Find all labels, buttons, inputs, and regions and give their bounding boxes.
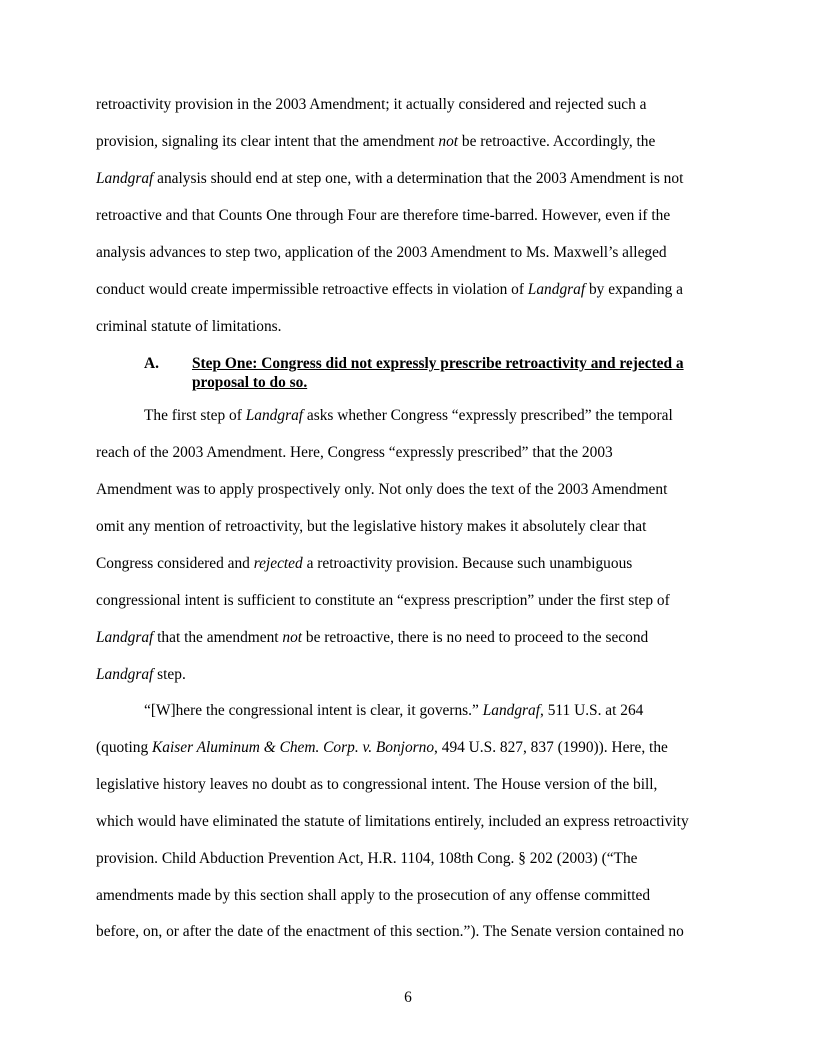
text: analysis should end at step one, with a determination that the 2003 Amendment is not	[153, 170, 684, 187]
text: reach of the 2003 Amendment. Here, Congress “expressly prescribed” that the 2003	[96, 444, 613, 461]
text: asks whether Congress “expressly prescribed” the temporal	[303, 407, 673, 424]
text: analysis advances to step two, application of the 2003 Amendment to Ms. Maxwell’s alleged	[96, 244, 667, 261]
text: criminal statute of limitations.	[96, 318, 282, 335]
case-name: Landgraf	[482, 702, 541, 719]
paragraph-2-line-1	[144, 407, 673, 425]
text: a retroactivity provision. Because such unambiguous	[302, 555, 633, 572]
text: omit any mention of retroactivity, but the legislative history makes it absolutely clear that	[96, 518, 647, 535]
section-heading-line-1: Step One: Congress did not expressly prescribe retroactivity and rejected a	[192, 355, 684, 372]
paragraph-3-line-2	[96, 739, 668, 757]
section-heading-line-2: proposal to do so.	[192, 374, 308, 391]
text: “[W]here the congressional intent is clear, it governs.”	[144, 702, 483, 719]
italic-text: not	[438, 133, 459, 150]
paragraph-1-line-5	[96, 244, 667, 262]
text: step.	[153, 666, 186, 683]
paragraph-3-line-5	[96, 850, 637, 868]
paragraph-1-line-7	[96, 318, 282, 336]
text: amendments made by this section shall apply to the prosecution of any offense committed	[96, 887, 651, 904]
text: retroactivity provision in the 2003 Amendment; it actually considered and rejected such a	[96, 96, 647, 113]
text: legislative history leaves no doubt as to congressional intent. The House version of the bill,	[96, 776, 658, 793]
case-name: Landgraf	[96, 170, 154, 187]
paragraph-3-line-7	[96, 923, 684, 941]
case-name: Landgraf	[527, 281, 586, 298]
italic-text: rejected	[253, 555, 303, 572]
paragraph-2-line-3	[96, 481, 667, 499]
paragraph-3-line-6	[96, 887, 650, 905]
paragraph-2-line-2	[96, 444, 613, 462]
case-name: Landgraf	[96, 629, 154, 646]
text: provision, signaling its clear intent that the amendment	[96, 133, 439, 150]
text: provision. Child Abduction Prevention Act, H.R. 1104, 108th Cong. § 202 (2003) (“The	[96, 850, 638, 867]
paragraph-1-line-6	[96, 281, 683, 299]
paragraph-2-line-5	[96, 555, 632, 573]
paragraph-2-line-8	[96, 666, 186, 684]
text: retroactive and that Counts One through Four are therefore time-barred. However, even if the	[96, 207, 671, 224]
text: congressional intent is sufficient to constitute an “express prescription” under the first step of	[96, 592, 670, 609]
text: Amendment was to apply prospectively only. Not only does the text of the 2003 Amendment	[96, 481, 668, 498]
paragraph-3-line-1	[144, 702, 643, 720]
paragraph-1-line-1	[96, 96, 646, 114]
paragraph-2-line-7	[96, 629, 648, 647]
text: (quoting	[96, 739, 153, 756]
text: The first step of	[144, 407, 246, 424]
case-name: Landgraf	[245, 407, 304, 424]
text: by expanding a	[585, 281, 683, 298]
text: Congress considered and	[96, 555, 254, 572]
text: be retroactive, there is no need to proceed to the second	[302, 629, 649, 646]
page-number: 6	[404, 989, 412, 1006]
text: be retroactive. Accordingly, the	[458, 133, 656, 150]
paragraph-2-line-4	[96, 518, 646, 536]
paragraph-2-line-6	[96, 592, 670, 610]
paragraph-1-line-2	[96, 133, 655, 151]
text: which would have eliminated the statute of limitations entirely, included an express retroactivity	[96, 813, 689, 830]
text: that the amendment	[153, 629, 283, 646]
case-name: Kaiser Aluminum & Chem. Corp. v. Bonjorno	[152, 739, 435, 756]
paragraph-1-line-4	[96, 207, 670, 225]
paragraph-3-line-4	[96, 813, 689, 831]
case-name: Landgraf	[96, 666, 154, 683]
text: before, on, or after the date of the enactment of this section.”). The Senate version contained no	[96, 923, 684, 940]
paragraph-1-line-3	[96, 170, 683, 188]
text: , 494 U.S. 827, 837 (1990)). Here, the	[434, 739, 668, 756]
text: conduct would create impermissible retroactive effects in violation of	[96, 281, 528, 298]
paragraph-3-line-3	[96, 776, 657, 794]
text: , 511 U.S. at 264	[540, 702, 644, 719]
italic-text: not	[282, 629, 303, 646]
section-heading-number: A.	[144, 355, 159, 372]
